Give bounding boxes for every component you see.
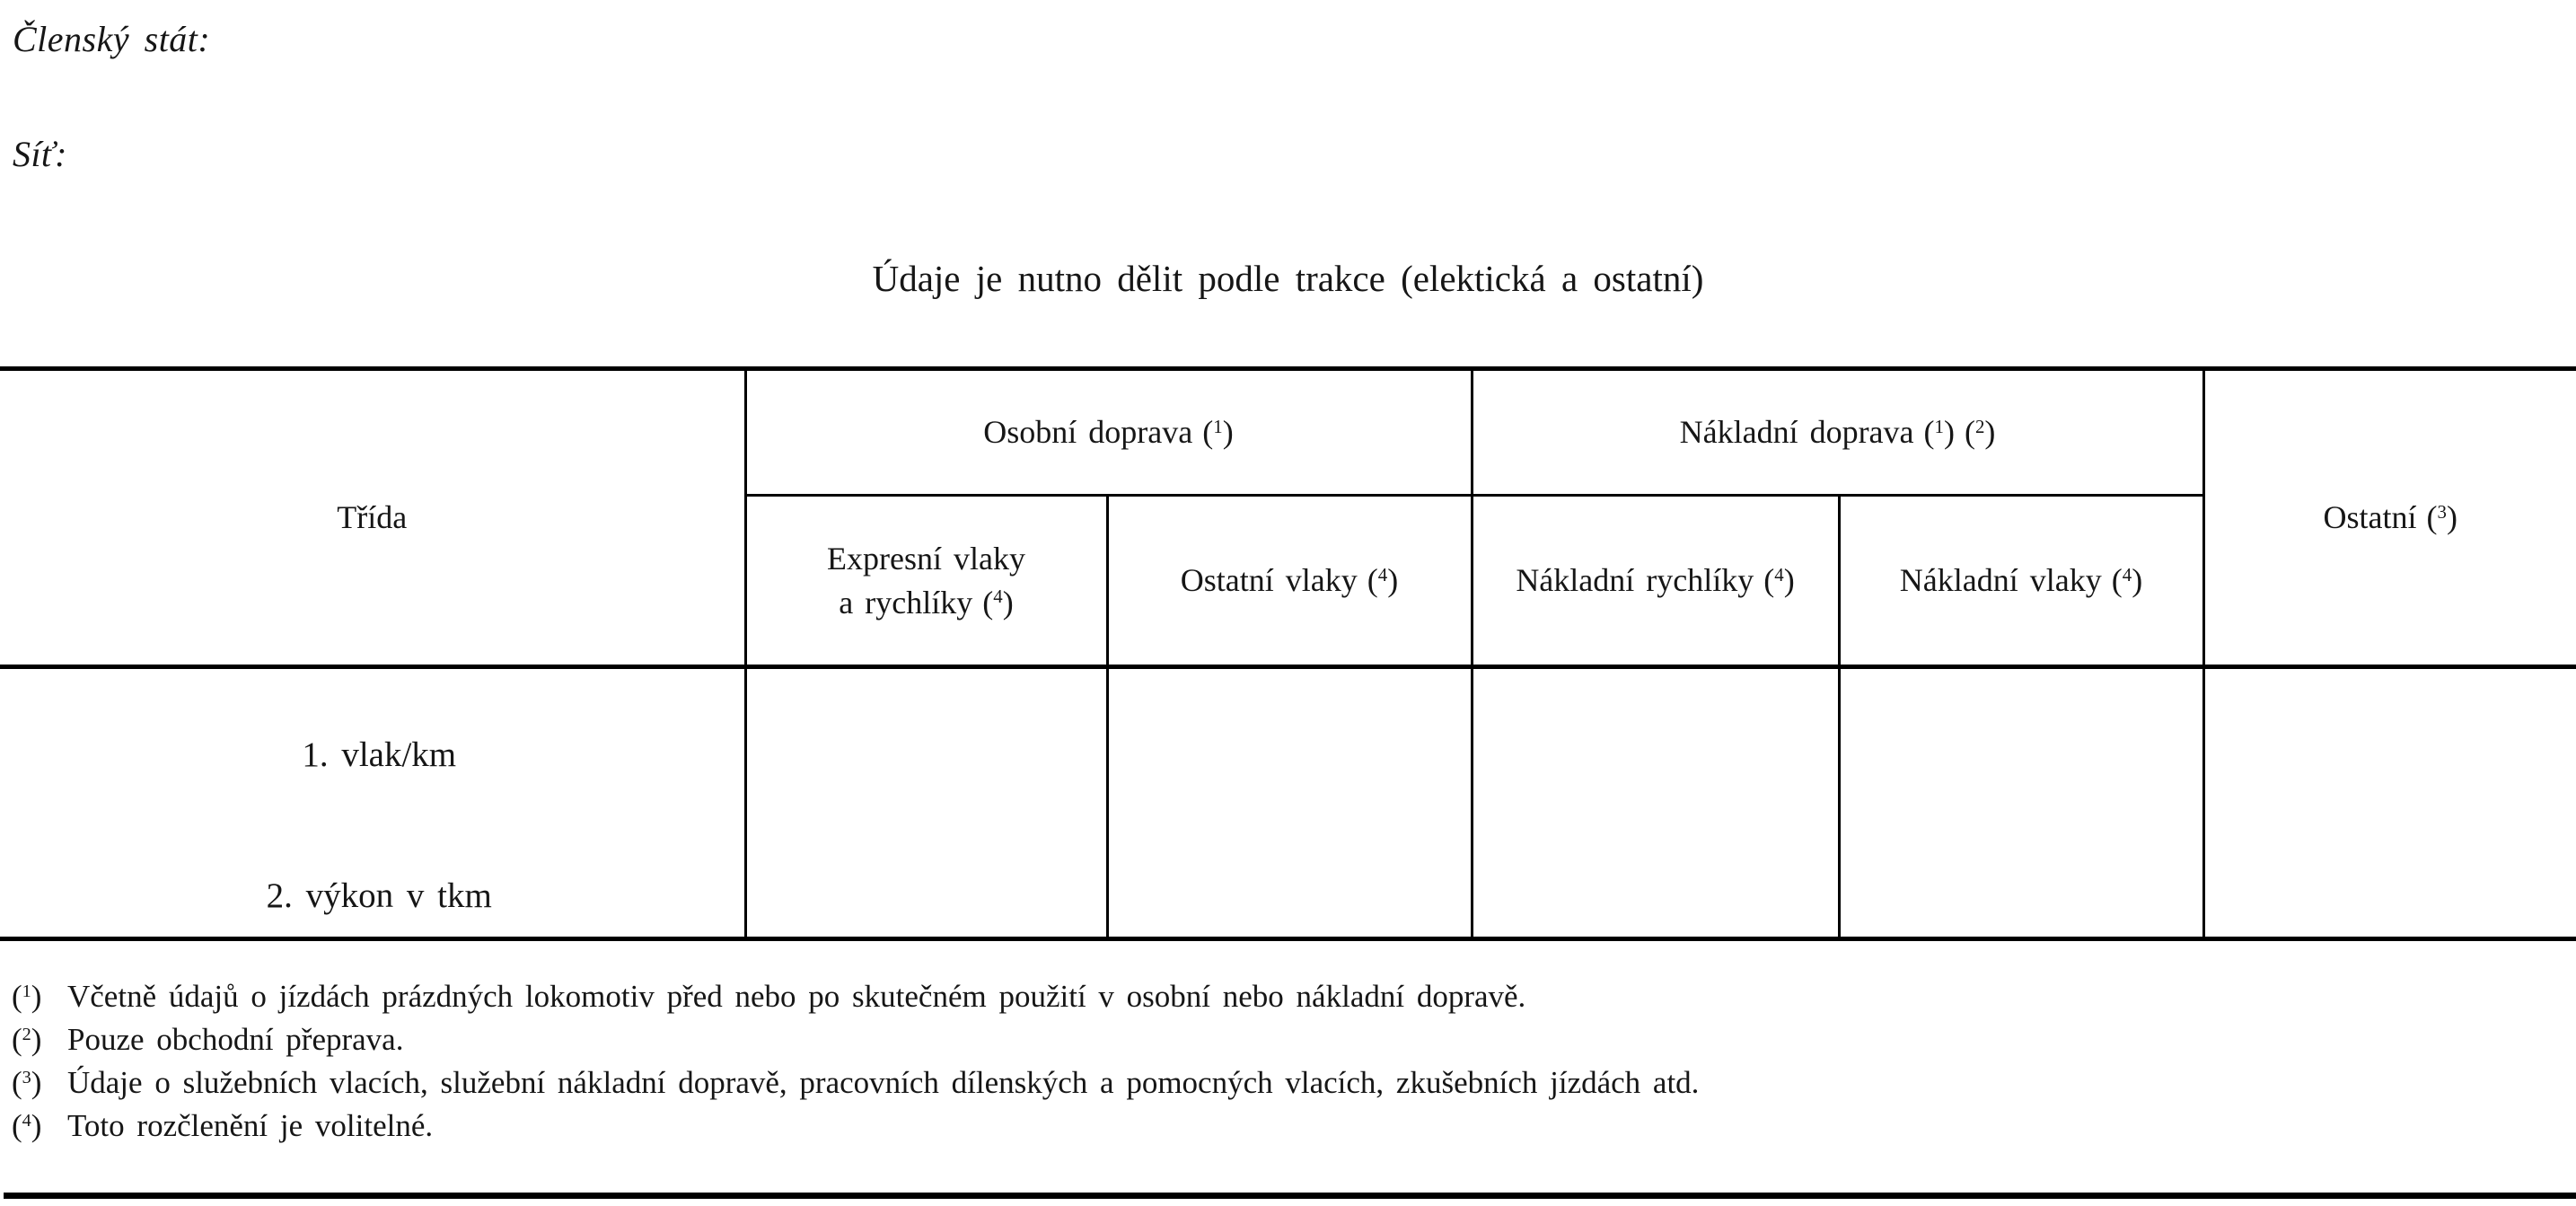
- page-title: Údaje je nutno dělit podle trakce (elektická a ostatní): [872, 258, 1704, 299]
- member-state-label: Členský stát:: [13, 19, 211, 59]
- header-cell-passenger-transport: [745, 369, 1472, 496]
- body-cell-row-labels: [0, 667, 745, 939]
- network-label: Síť:: [13, 134, 67, 174]
- footnote-ref-1: ($^1$): [1202, 414, 1234, 451]
- footnote-ref-2: ($^2$): [1964, 414, 1996, 451]
- footnote-1-marker: ($^1$): [12, 979, 42, 1014]
- class-header-label: Třída: [337, 499, 408, 536]
- body-cell-other-trains-empty: [1107, 667, 1472, 939]
- express-trains-label-line1: Expresní vlaky: [827, 540, 1025, 577]
- other-column-label: Ostatní: [2323, 499, 2417, 536]
- header-cell-freight-trains: [1839, 496, 2203, 667]
- other-trains-label: Ostatní vlaky: [1180, 562, 1358, 599]
- footnotes-block: [12, 975, 2558, 1148]
- body-cell-freight-trains-empty: [1839, 667, 2203, 939]
- body-cell-freight-express-empty: [1472, 667, 1839, 939]
- body-cell-express-trains-empty: [745, 667, 1107, 939]
- footnote-3-text: Údaje o služebních vlacích, služební nákladní dopravě, pracovních dílenských a pomocných vlacích, zkušebních jízdách atd.: [67, 1065, 1700, 1100]
- footnote-3: [12, 1061, 2558, 1105]
- footnote-2-marker: ($^2$): [12, 1022, 42, 1057]
- footnote-1: [12, 975, 2558, 1018]
- page-bottom-rule: [4, 1193, 2576, 1199]
- header-cell-express-trains: [745, 496, 1107, 667]
- footnote-ref-1: ($^1$): [1923, 414, 1955, 451]
- header-cell-freight-express-trains: [1472, 496, 1839, 667]
- freight-express-trains-label: Nákladní rychlíky: [1516, 562, 1754, 599]
- header-cell-class: [0, 369, 745, 667]
- footnote-ref-4: ($^4$): [2111, 562, 2143, 599]
- row-label-output-tkm: 2. výkon v tkm: [266, 876, 492, 915]
- freight-trains-label: Nákladní vlaky: [1899, 562, 2102, 599]
- footnote-3-marker: ($^3$): [12, 1065, 42, 1100]
- freight-transport-label: Nákladní doprava: [1679, 414, 1914, 451]
- header-cell-freight-transport: [1472, 369, 2203, 496]
- body-cell-other-empty: [2203, 667, 2576, 939]
- footnote-ref-4: ($^4$): [1763, 562, 1795, 599]
- passenger-transport-label: Osobní doprava: [983, 414, 1193, 451]
- footnote-ref-4: ($^4$): [982, 584, 1014, 621]
- footnote-2: [12, 1018, 2558, 1061]
- header-cell-other-trains: [1107, 496, 1472, 667]
- footnote-1-text: Včetně údajů o jízdách prázdných lokomotiv před nebo po skutečném použití v osobní nebo nákladní dopravě.: [67, 979, 1526, 1014]
- footnote-2-text: Pouze obchodní přeprava.: [67, 1022, 404, 1057]
- footnote-4-marker: ($^4$): [12, 1108, 42, 1143]
- footnote-4-text: Toto rozčlenění je volitelné.: [67, 1108, 434, 1143]
- traction-data-table: [0, 366, 2576, 941]
- footnote-ref-3: ($^3$): [2426, 499, 2457, 536]
- row-label-train-km: 1. vlak/km: [302, 735, 457, 775]
- footnote-4: [12, 1105, 2558, 1148]
- header-cell-other: [2203, 369, 2576, 667]
- footnote-ref-4: ($^4$): [1367, 562, 1399, 599]
- express-trains-label-line2: a rychlíky ($^4$): [839, 584, 1014, 621]
